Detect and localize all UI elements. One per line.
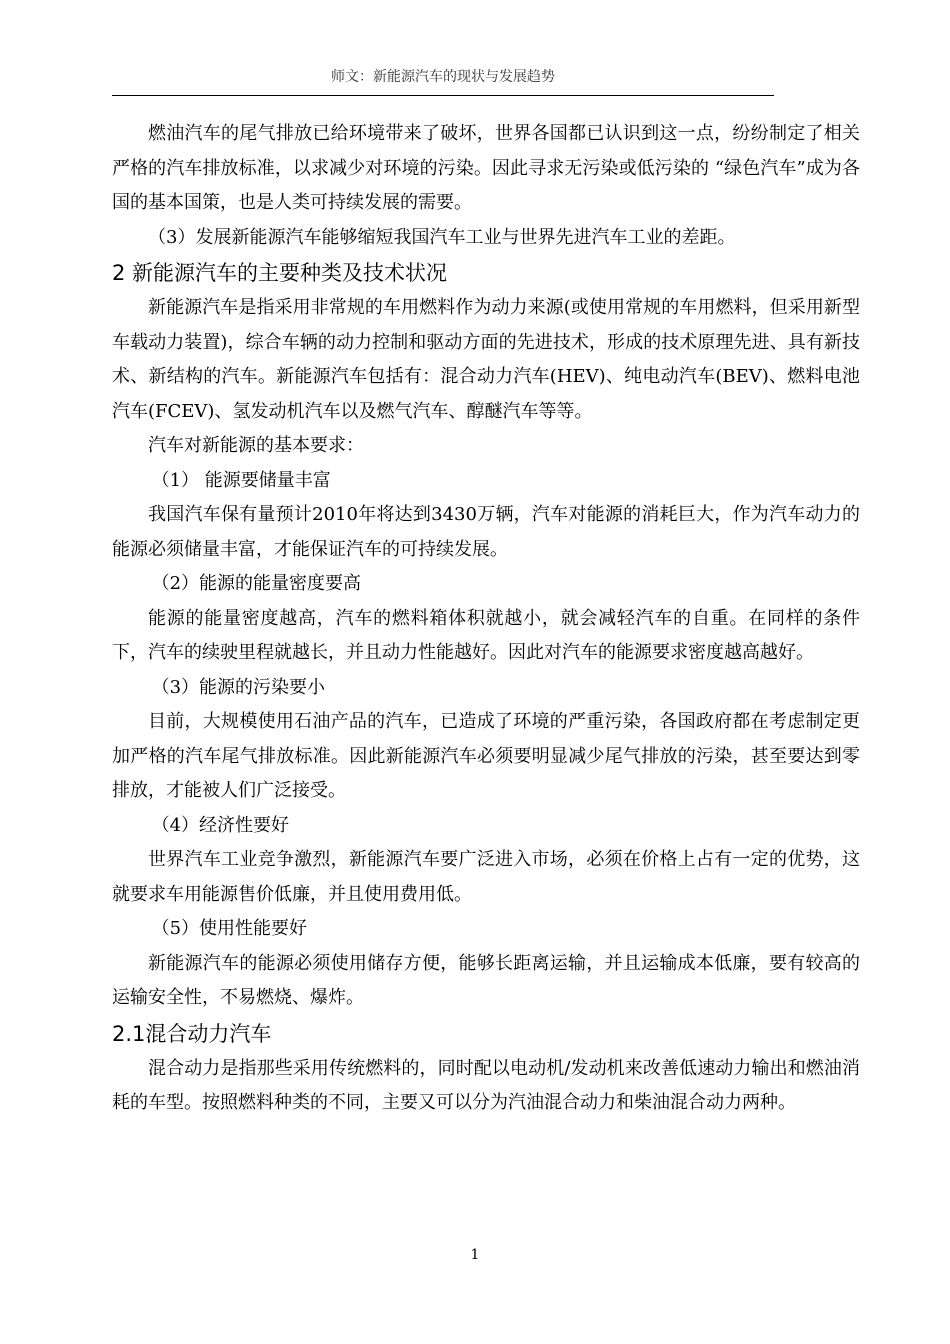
section-heading-2: 2 新能源汽车的主要种类及技术状况 bbox=[112, 261, 448, 285]
section-heading-2-1: 2.1混合动力汽车 bbox=[112, 1021, 272, 1046]
paragraph-requirement-3-body: 目前，大规模使用石油产品的汽车，已造成了环境的严重污染，各国政府都在考虑制定更加严格的汽车尾气排放标准。因此新能源汽车必须要明显减少尾气排放的污染，甚至要达到零排放，才能被人们广泛接受。 bbox=[112, 711, 860, 801]
list-item-requirement-2: （2）能源的能量密度要高 bbox=[151, 573, 362, 594]
paragraph-requirement-5-body: 新能源汽车的能源必须使用储存方便，能够长距离运输，并且运输成本低廉，要有较高的运输安全性，不易燃烧、爆炸。 bbox=[112, 952, 860, 1008]
header-divider bbox=[112, 95, 774, 96]
paragraph-requirement-1-body: 我国汽车保有量预计2010年将达到3430万辆，汽车对能源的消耗巨大，作为汽车动力的能源必须储量丰富，才能保证汽车的可持续发展。 bbox=[112, 504, 860, 560]
page-number: 1 bbox=[470, 1247, 480, 1263]
list-item-requirement-4: （4）经济性要好 bbox=[151, 814, 290, 836]
paragraph-hybrid-definition: 混合动力是指那些采用传统燃料的，同时配以电动机/发动机来改善低速动力输出和燃油消耗的车型。按照燃料种类的不同，主要又可以分为汽油混合动力和柴油混合动力两种。 bbox=[112, 1057, 860, 1113]
paragraph-requirement-2-body: 能源的能量密度越高，汽车的燃料箱体积就越小，就会减轻汽车的自重。在同样的条件下，汽车的续驶里程就越长，并且动力性能越好。因此对汽车的能源要求密度越高越好。 bbox=[112, 607, 860, 663]
paragraph-definition: 新能源汽车是指采用非常规的车用燃料作为动力来源(或使用常规的车用燃料，但采用新型车载动力装置)，综合车辆的动力控制和驱动方面的先进技术，形成的技术原理先进、具有新技术、新结构的汽车。新能源汽车包括有：混合动力汽车(HEV)、纯电动汽车(BEV)、燃料电池汽车(FCEV)、氢发动机汽车以及燃气汽车、醇醚汽车等等。 bbox=[112, 297, 860, 422]
paragraph-requirement-4-body: 世界汽车工业竞争激烈，新能源汽车要广泛进入市场，必须在价格上占有一定的优势，这就要求车用能源售价低廉，并且使用费用低。 bbox=[112, 849, 860, 905]
list-item-requirement-1: （1） 能源要储量丰富 bbox=[151, 469, 331, 491]
paragraph-point-3: （3）发展新能源汽车能够缩短我国汽车工业与世界先进汽车工业的差距。 bbox=[148, 226, 736, 248]
paragraph-requirements-intro: 汽车对新能源的基本要求： bbox=[148, 435, 364, 456]
document-body bbox=[112, 117, 860, 1121]
paragraph-emissions: 燃油汽车的尾气排放已给环境带来了破坏，世界各国都已认识到这一点，纷纷制定了相关严格的汽车排放标准，以求减少对环境的污染。因此寻求无污染或低污染的 “绿色汽车”成为各国的基本国策，也是人类可持续发展的需要。 bbox=[112, 123, 860, 213]
list-item-requirement-5: （5）使用性能要好 bbox=[151, 918, 308, 939]
list-item-requirement-3: （3）能源的污染要小 bbox=[151, 676, 326, 698]
running-header: 师文：新能源汽车的现状与发展趋势 bbox=[331, 69, 555, 85]
